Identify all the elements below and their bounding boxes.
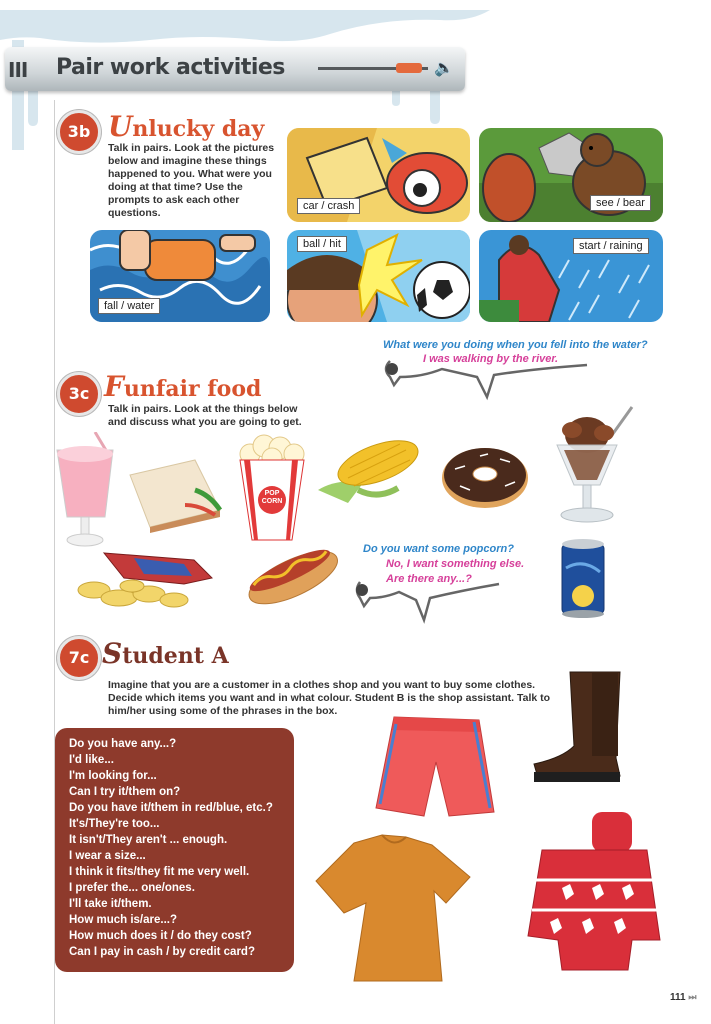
instructions-3b: Talk in pairs. Look at the pictures below and imagine these things happened to you. What were you doing at that time? Use the prompts to ask each other questions.: [108, 142, 275, 219]
dialogue-answer-3b: I was walking by the river.: [423, 353, 559, 365]
picture-label: fall / water: [98, 298, 160, 314]
picture-see-bear: [479, 128, 663, 222]
phrase-item: Do you have it/them in red/blue, etc.?: [69, 802, 273, 814]
drink-can-image: [560, 538, 606, 618]
corn-image: [318, 428, 422, 506]
section-title-3b: Unlucky day: [108, 110, 265, 143]
shorts-image: [374, 712, 496, 820]
dialogue-answer-3c-line2: Are there any...?: [386, 573, 472, 585]
boot-image: [532, 668, 624, 786]
phrase-item: How much is/are...?: [69, 914, 177, 926]
phrase-item: Do you have any...?: [69, 738, 177, 750]
jumper-image: [522, 810, 662, 974]
phrase-item: How much does it / do they cost?: [69, 930, 252, 942]
phrase-item: It's/They're too...: [69, 818, 160, 830]
volume-slider-knob: [396, 63, 422, 73]
popcorn-image: [236, 432, 308, 542]
ice-cream-image: [552, 405, 638, 525]
speaker-icon: 🔈: [434, 58, 454, 77]
picture-start-raining: [479, 230, 663, 322]
phrase-item: Can I try it/them on?: [69, 786, 181, 798]
picture-label: start / raining: [573, 238, 649, 254]
picture-label: car / crash: [297, 198, 360, 214]
picture-car-crash: [287, 128, 470, 222]
speech-bubble-tail-3c: [354, 576, 504, 626]
page-number: 111 ⏭: [670, 992, 697, 1003]
section-title-7c: Student A: [102, 637, 229, 670]
section-badge-3c: 3c: [57, 372, 101, 416]
instructions-7c: Imagine that you are a customer in a clothes shop and you want to buy some clothes. Decide which items you want and in what colour. Student B is the shop assistant. Talk to him/her using some of the phrases in the box.: [108, 679, 551, 717]
t-shirt-image: [314, 833, 472, 985]
speech-bubble-tail-3b: [382, 355, 592, 403]
picture-ball-hit: [287, 230, 470, 322]
phrase-item: I'm looking for...: [69, 770, 157, 782]
page-title: Pair work activities: [56, 55, 285, 80]
dialogue-question-3b: What were you doing when you fell into the water?: [383, 339, 648, 351]
phrase-item: I prefer the... one/ones.: [69, 882, 195, 894]
popcorn-box-text: POP CORN: [261, 490, 283, 505]
sandwich-image: [125, 455, 222, 533]
phrase-item: I'd like...: [69, 754, 114, 766]
donut-image: [440, 444, 530, 510]
next-page-icon: ⏭: [688, 992, 697, 1002]
milkshake-image: [55, 432, 117, 550]
header-bars-icon: III: [8, 58, 28, 82]
phrase-item: I think it fits/they fit me very well.: [69, 866, 250, 878]
section-badge-3b: 3b: [57, 110, 101, 154]
phrase-item: It isn't/They aren't ... enough.: [69, 834, 228, 846]
phrase-item: I'll take it/them.: [69, 898, 152, 910]
crisps-image: [74, 548, 214, 610]
hot-dog-image: [243, 538, 341, 612]
picture-label: see / bear: [590, 195, 651, 211]
section-title-3c: Funfair food: [104, 370, 262, 403]
phrase-item: I wear a size...: [69, 850, 146, 862]
dialogue-question-3c: Do you want some popcorn?: [363, 543, 514, 555]
picture-fall-water: [90, 230, 270, 322]
picture-label: ball / hit: [297, 236, 347, 252]
instructions-3c: Talk in pairs. Look at the things below and discuss what you are going to get.: [108, 403, 302, 428]
dialogue-answer-3c-line1: No, I want something else.: [386, 558, 525, 570]
section-badge-7c: 7c: [57, 636, 101, 680]
phrase-item: Can I pay in cash / by credit card?: [69, 946, 255, 958]
